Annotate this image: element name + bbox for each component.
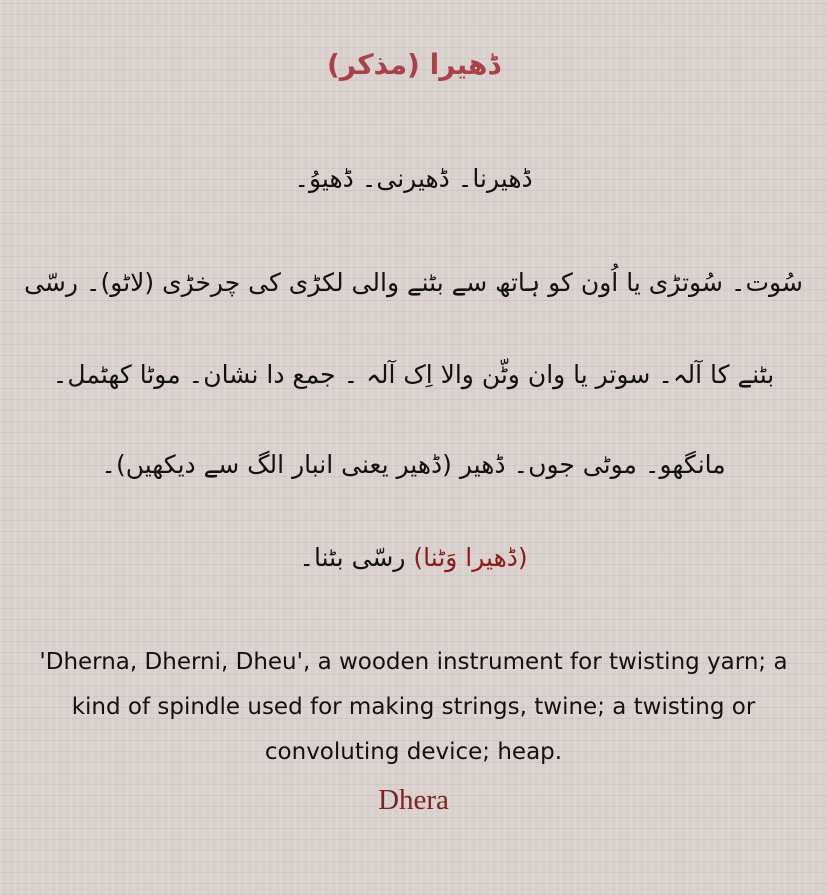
- headword: ڈھیرا (مذکر): [327, 48, 500, 81]
- meaning-line-1: سُوت۔ سُوتڑی یا اُون کو ہاتھ سے بٹنے والی لکڑی کی چرخڑی (لاٹو)۔ رسّی: [24, 268, 803, 297]
- roman-transliteration: Dhera: [378, 784, 449, 816]
- word-forms: ڈھیرنا۔ ڈھیرنی۔ ڈھیوُ۔: [294, 164, 533, 193]
- idiom-phrase: (ڈھیرا وَٹنا): [413, 543, 528, 572]
- meaning-line-3: مانگھو۔ موٹی جوں۔ ڈھیر (ڈھیر یعنی انبار الگ سے دیکھیں)۔: [101, 450, 726, 479]
- meaning-line-2: بٹنے کا آلہ۔ سوتر یا وان وٹّن والا اِک آلہ ۔ جمع دا نشان۔ موٹا کھٹمل۔: [52, 360, 775, 389]
- idiom-meaning: رسّی بٹنا۔: [299, 543, 406, 572]
- idiom-line: [20, 543, 807, 572]
- english-definition: 'Dherna, Dherni, Dheu', a wooden instrument for twisting yarn; a kind of spindle used for making strings, twine; a twisting or convoluting device; heap.: [39, 649, 788, 765]
